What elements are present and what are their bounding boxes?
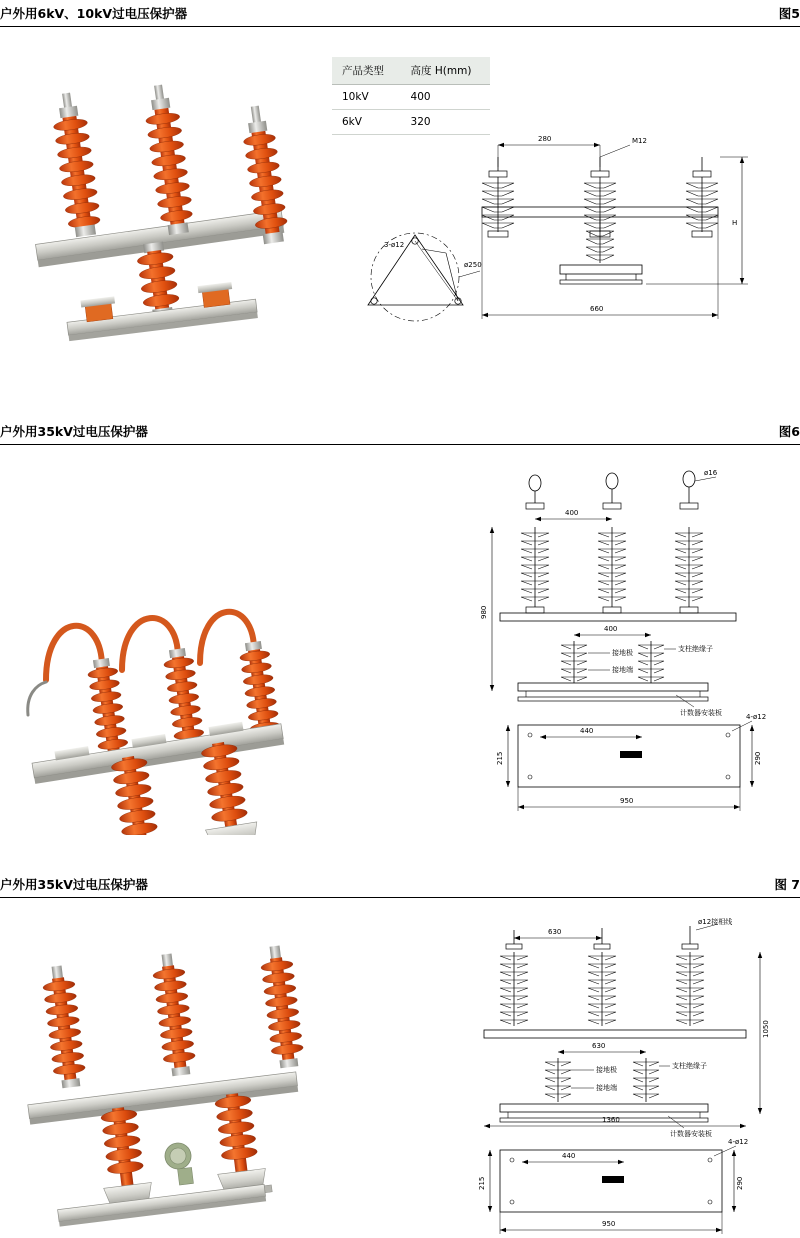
- svg-text:660: 660: [590, 305, 604, 313]
- section-fig6: [0, 422, 800, 845]
- svg-text:280: 280: [538, 135, 552, 143]
- figure-label: 图5: [778, 6, 800, 21]
- technical-drawing-fig6: [480, 463, 790, 833]
- svg-text:计数器安装板: 计数器安装板: [670, 1130, 712, 1138]
- svg-text:4-ø12: 4-ø12: [746, 713, 767, 721]
- cell-type: 10kV: [342, 91, 369, 103]
- figure-label: 图6: [778, 424, 800, 439]
- col-height: 高度 H(mm): [401, 57, 490, 85]
- svg-text:950: 950: [602, 1220, 616, 1228]
- svg-text:M12: M12: [632, 137, 647, 145]
- svg-text:215: 215: [478, 1176, 486, 1190]
- page-title: 户外用35kV过电压保护器: [0, 424, 148, 439]
- page-title: 户外用6kV、10kV过电压保护器: [0, 6, 188, 21]
- section-fig7: [0, 875, 800, 1238]
- svg-text:支柱绝缘子: 支柱绝缘子: [678, 645, 713, 653]
- figure-label: 图 7: [774, 877, 800, 892]
- svg-text:400: 400: [604, 625, 618, 633]
- product-photo-35kv-a: [10, 505, 310, 835]
- svg-text:290: 290: [754, 751, 762, 765]
- svg-text:215: 215: [496, 751, 504, 765]
- svg-text:接地端: 接地端: [596, 1084, 617, 1092]
- svg-text:950: 950: [620, 797, 634, 805]
- svg-text:400: 400: [565, 509, 579, 517]
- svg-text:接地极: 接地极: [612, 649, 633, 657]
- product-photo-6-10kv: [10, 47, 310, 347]
- photo-svg: [10, 938, 320, 1228]
- svg-text:290: 290: [736, 1176, 744, 1190]
- section-header: [0, 875, 800, 898]
- cell-height: 400: [410, 91, 431, 103]
- spec-table: [332, 57, 490, 135]
- table-header-row: [332, 57, 490, 85]
- svg-text:接地极: 接地极: [596, 1066, 617, 1074]
- svg-text:630: 630: [592, 1042, 606, 1050]
- svg-text:支柱绝缘子: 支柱绝缘子: [672, 1062, 707, 1070]
- svg-text:计数器安装板: 计数器安装板: [680, 709, 722, 717]
- svg-text:440: 440: [580, 727, 594, 735]
- svg-text:接地端: 接地端: [612, 666, 633, 674]
- page-title: 户外用35kV过电压保护器: [0, 877, 148, 892]
- svg-text:3-ø12: 3-ø12: [384, 241, 405, 249]
- table-row: [332, 85, 490, 110]
- svg-text:630: 630: [548, 928, 562, 936]
- svg-text:1050: 1050: [762, 1020, 770, 1038]
- svg-text:ø12接相线: ø12接相线: [698, 918, 733, 926]
- technical-drawing-fig5: [340, 127, 790, 377]
- photo-svg: [10, 47, 310, 347]
- svg-text:1360: 1360: [602, 1116, 620, 1124]
- technical-drawing-fig7: [470, 918, 790, 1238]
- svg-text:980: 980: [480, 605, 488, 619]
- section-fig5: [0, 4, 800, 417]
- section-header: [0, 422, 800, 445]
- svg-text:ø250: ø250: [464, 261, 482, 269]
- product-photo-35kv-b: [10, 938, 320, 1228]
- section-header: [0, 4, 800, 27]
- col-product-type: 产品类型: [332, 57, 401, 85]
- svg-text:H: H: [732, 219, 738, 227]
- cell-type: 6kV: [342, 116, 362, 128]
- svg-text:4-ø12: 4-ø12: [728, 1138, 749, 1146]
- svg-text:ø16: ø16: [704, 469, 718, 477]
- cell-height: 320: [410, 116, 431, 128]
- svg-text:440: 440: [562, 1152, 576, 1160]
- photo-svg: [10, 505, 310, 835]
